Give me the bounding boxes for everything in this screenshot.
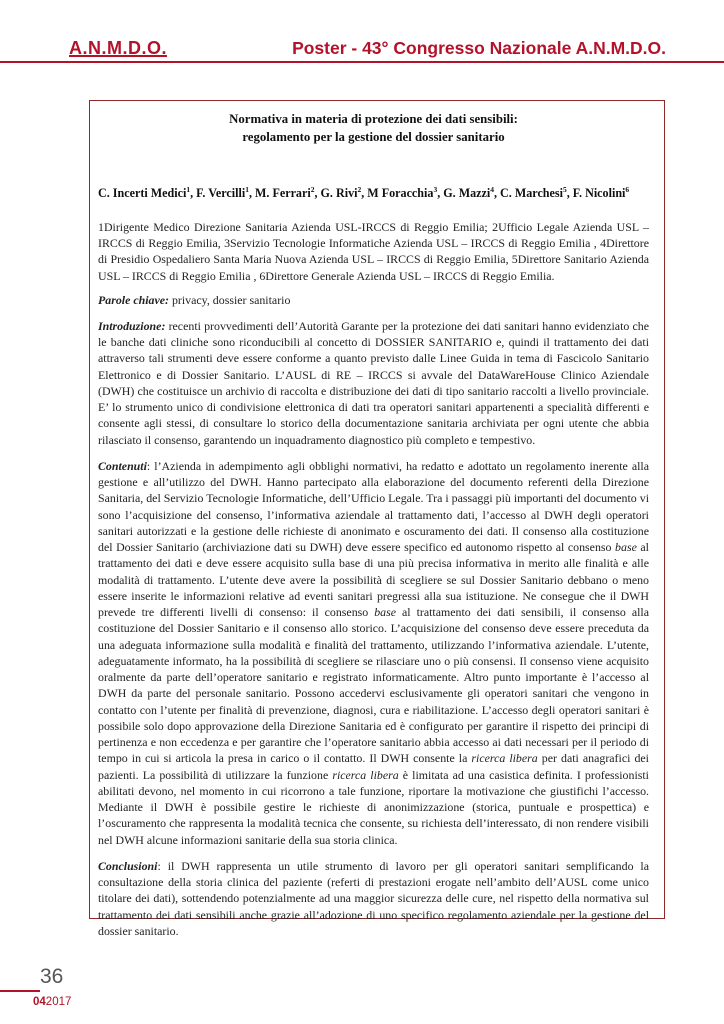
- section-introduzione: [98, 318, 649, 448]
- poster-title: [98, 111, 649, 146]
- introduzione-label: Introduzione:: [98, 318, 166, 333]
- section-contenuti: Contenuti: l’Azienda in adempimento agli obblighi normativi, ha redatto e adottato un regolamento inerente alla gestione e all’utilizzo del DWH. Hanno partecipato alla elaborazione del documento referenti della Direzione Sanitaria, del Servizio Tecnologie Informatiche, dell’Ufficio Legale. Tra i passaggi più importanti del documento vi sono l’acquisizione del consenso, l’informativa aziendale al trattamento dati, l’accesso al DWH degli operatori sanitari autorizzati e la gestione delle richieste di anonimato e oscuramento dei dati. Il consenso alla costituzione del Dossier Sanitario (archiviazione dati su DWH) deve essere specifico ed autonomo rispetto al consenso base al trattamento dei dati e deve essere acquisito sulla base di una più precisa informativa in merito alle finalità e alle modalità di trattamento. L’utente deve avere la possibilità di scegliere se sul Dossier Sanitario debbano o meno essere inserite le informazioni relative ad eventi sanitari pregressi alla sua istituzione. Ne consegue che il DWH prevede tre differenti livelli di consenso: il consenso base al trattamento dei dati sensibili, il consenso alla costituzione del Dossier Sanitario e il consenso allo storico. L’acquisizione del consenso deve essere preceduta da una adeguata informazione sulla modalità e finalità del trattamento, utilizzando l’informativa aziendale. L’utente, adeguatamente informato, ha la possibilità di scegliere se rilasciare uno o più consensi. Il consenso viene acquisito oralmente da parte dell’operatore sanitario e registrato informaticamente. Altro punto importante è l’accesso al DWH da parte del personale sanitario. Possono accedervi esclusivamente gli operatori sanitari che vengono in contatto con l’utente per finalità di prevenzione, diagnosi, cura e riabilitazione. L’accesso degli operatori sanitari è possibile solo dopo approvazione della Direzione Sanitaria ed è configurato per garantire il rispetto dei principi di pertinenza e non eccedenza e per garantire che l’operatore sanitario abbia accesso ai dati necessari per il periodo di tempo in cui si articola la presa in carico o il contatto. Il DWH consente la ricerca libera per dati anagrafici dei pazienti. La possibilità di utilizzare la funzione ricerca libera è limitata ad una casistica definita. I professionisti abilitati devono, nel momento in cui ricorrono a tale funzione, riportare la motivazione che giustifichi l’accesso. Mediante il DWH è possibile gestire le richieste di anonimizzazione (storica, puntuale e prospettica) e l’oscuramento che rappresenta la modalità tecnica che consente, su richiesta dell’interessato, di non rendere visibili nel DWH alcune informazioni sanitarie della sua storia clinica.: [98, 458, 649, 847]
- author: C. Marchesi$^5$: [500, 185, 567, 201]
- keywords-label: Parole chiave:: [98, 292, 169, 307]
- section-conclusioni: Conclusioni: il DWH rappresenta un utile strumento di lavoro per gli operatori sanitari semplificando la consultazione della storia clinica del paziente (referti di prestazioni erogate nell’ambito dell’AUSL come unico titolare dei dati), sottendendo potenzialmente ad una maggior sicurezza delle cure, nel rispetto della normativa sul trattamento dei dati sensibili anche grazie all’adozione di uno specifico regolamento aziendale per la gestione del dossier sanitario.: [98, 858, 649, 938]
- poster-title-line1: Normativa in materia di protezione dei dati sensibili:: [229, 112, 518, 126]
- header-rule: [0, 61, 724, 63]
- poster-title-line2: regolamento per la gestione del dossier sanitario: [242, 129, 505, 144]
- author: M. Ferrari$^2$: [254, 185, 315, 201]
- keywords-text: privacy, dossier sanitario: [169, 292, 291, 307]
- affiliations: 1Dirigente Medico Direzione Sanitaria Azienda USL-IRCCS di Reggio Emilia; 2Ufficio Legale Azienda USL – IRCCS di Reggio Emilia, 3Servizio Tecnologie Informatiche Azienda USL – IRCCS di Reggio Emilia , 4Direttore di Presidio Ospedaliero Santa Maria Nuova Azienda USL – IRCCS di Reggio Emilia, 5Direttore Sanitario Azienda USL – IRCCS di Reggio Emilia , 6Direttore Generale Azienda USL – IRCCS di Reggio Emilia.: [98, 220, 649, 283]
- header-title: Poster - 43° Congresso Nazionale A.N.M.D.O.: [292, 38, 666, 58]
- author: F. Nicolini$^6$: [572, 185, 630, 201]
- keywords: [98, 292, 649, 308]
- page-number: 36: [40, 965, 64, 988]
- journal-logo: A.N.M.D.O.: [69, 38, 167, 58]
- author: C. Incerti Medici$^1$: [98, 185, 191, 201]
- author: G. Rivi$^2$: [320, 185, 362, 201]
- conclusioni-label: Conclusioni: [98, 858, 158, 873]
- author: G. Mazzi$^4$: [443, 185, 494, 201]
- author-list: C. Incerti Medici$^1$, F. Vercilli$^1$, M. Ferrari$^2$, G. Rivi$^2$, M Foracchia$^3$, G. Mazzi$^4$, C. Marchesi$^5$, F. Nicolini$^6$: [98, 185, 630, 201]
- footer-rule: [0, 990, 40, 992]
- contenuti-label: Contenuti: [98, 458, 147, 473]
- introduzione-text: recenti provvedimenti dell’Autorità Garante per la protezione dei dati sanitari hanno evidenziato che le banche dati cliniche sono riconducibili al concetto di DOSSIER SANITARIO e, quindi il trattamento dei dati attraverso tali strumenti deve essere conforme a quanto previsto dalle Linee Guida in tema di Fascicolo Sanitario Elettronico e di Dossier Sanitario. L’AUSL di RE – IRCCS si avvale del DataWareHouse Clinico Aziendale (DWH) che costituisce un archivio di raccolta e distribuzione dei dati di tipo sanitario raccolti a livello provinciale. E’ lo strumento unico di condivisione elettronica di dati tra operatori sanitari appartenenti a specialità differenti e consente agli stessi, di consultare lo storico della documentazione sanitaria archiviata per ogni utente che abbia rilasciato il consenso, garantendo un inquadramento diagnostico più completo e tempestivo.: [98, 318, 649, 447]
- conclusioni-text: il DWH rappresenta un utile strumento di lavoro per gli operatori sanitari semplificando la consultazione della storia clinica del paziente (referti di prestazioni erogate nell’ambito dell’AUSL come unico titolare dei dati), sottendendo potenzialmente ad una maggior sicurezza delle cure, nel rispetto della normativa sul trattamento dei dati sensibili anche grazie all’adozione di uno specifico regolamento aziendale per la gestione del dossier sanitario.: [98, 858, 649, 938]
- issue-label: 042017: [33, 996, 72, 1008]
- author: M Foracchia$^3$: [367, 185, 438, 201]
- poster-box: [89, 100, 665, 938]
- author: F. Vercilli$^1$: [196, 185, 249, 201]
